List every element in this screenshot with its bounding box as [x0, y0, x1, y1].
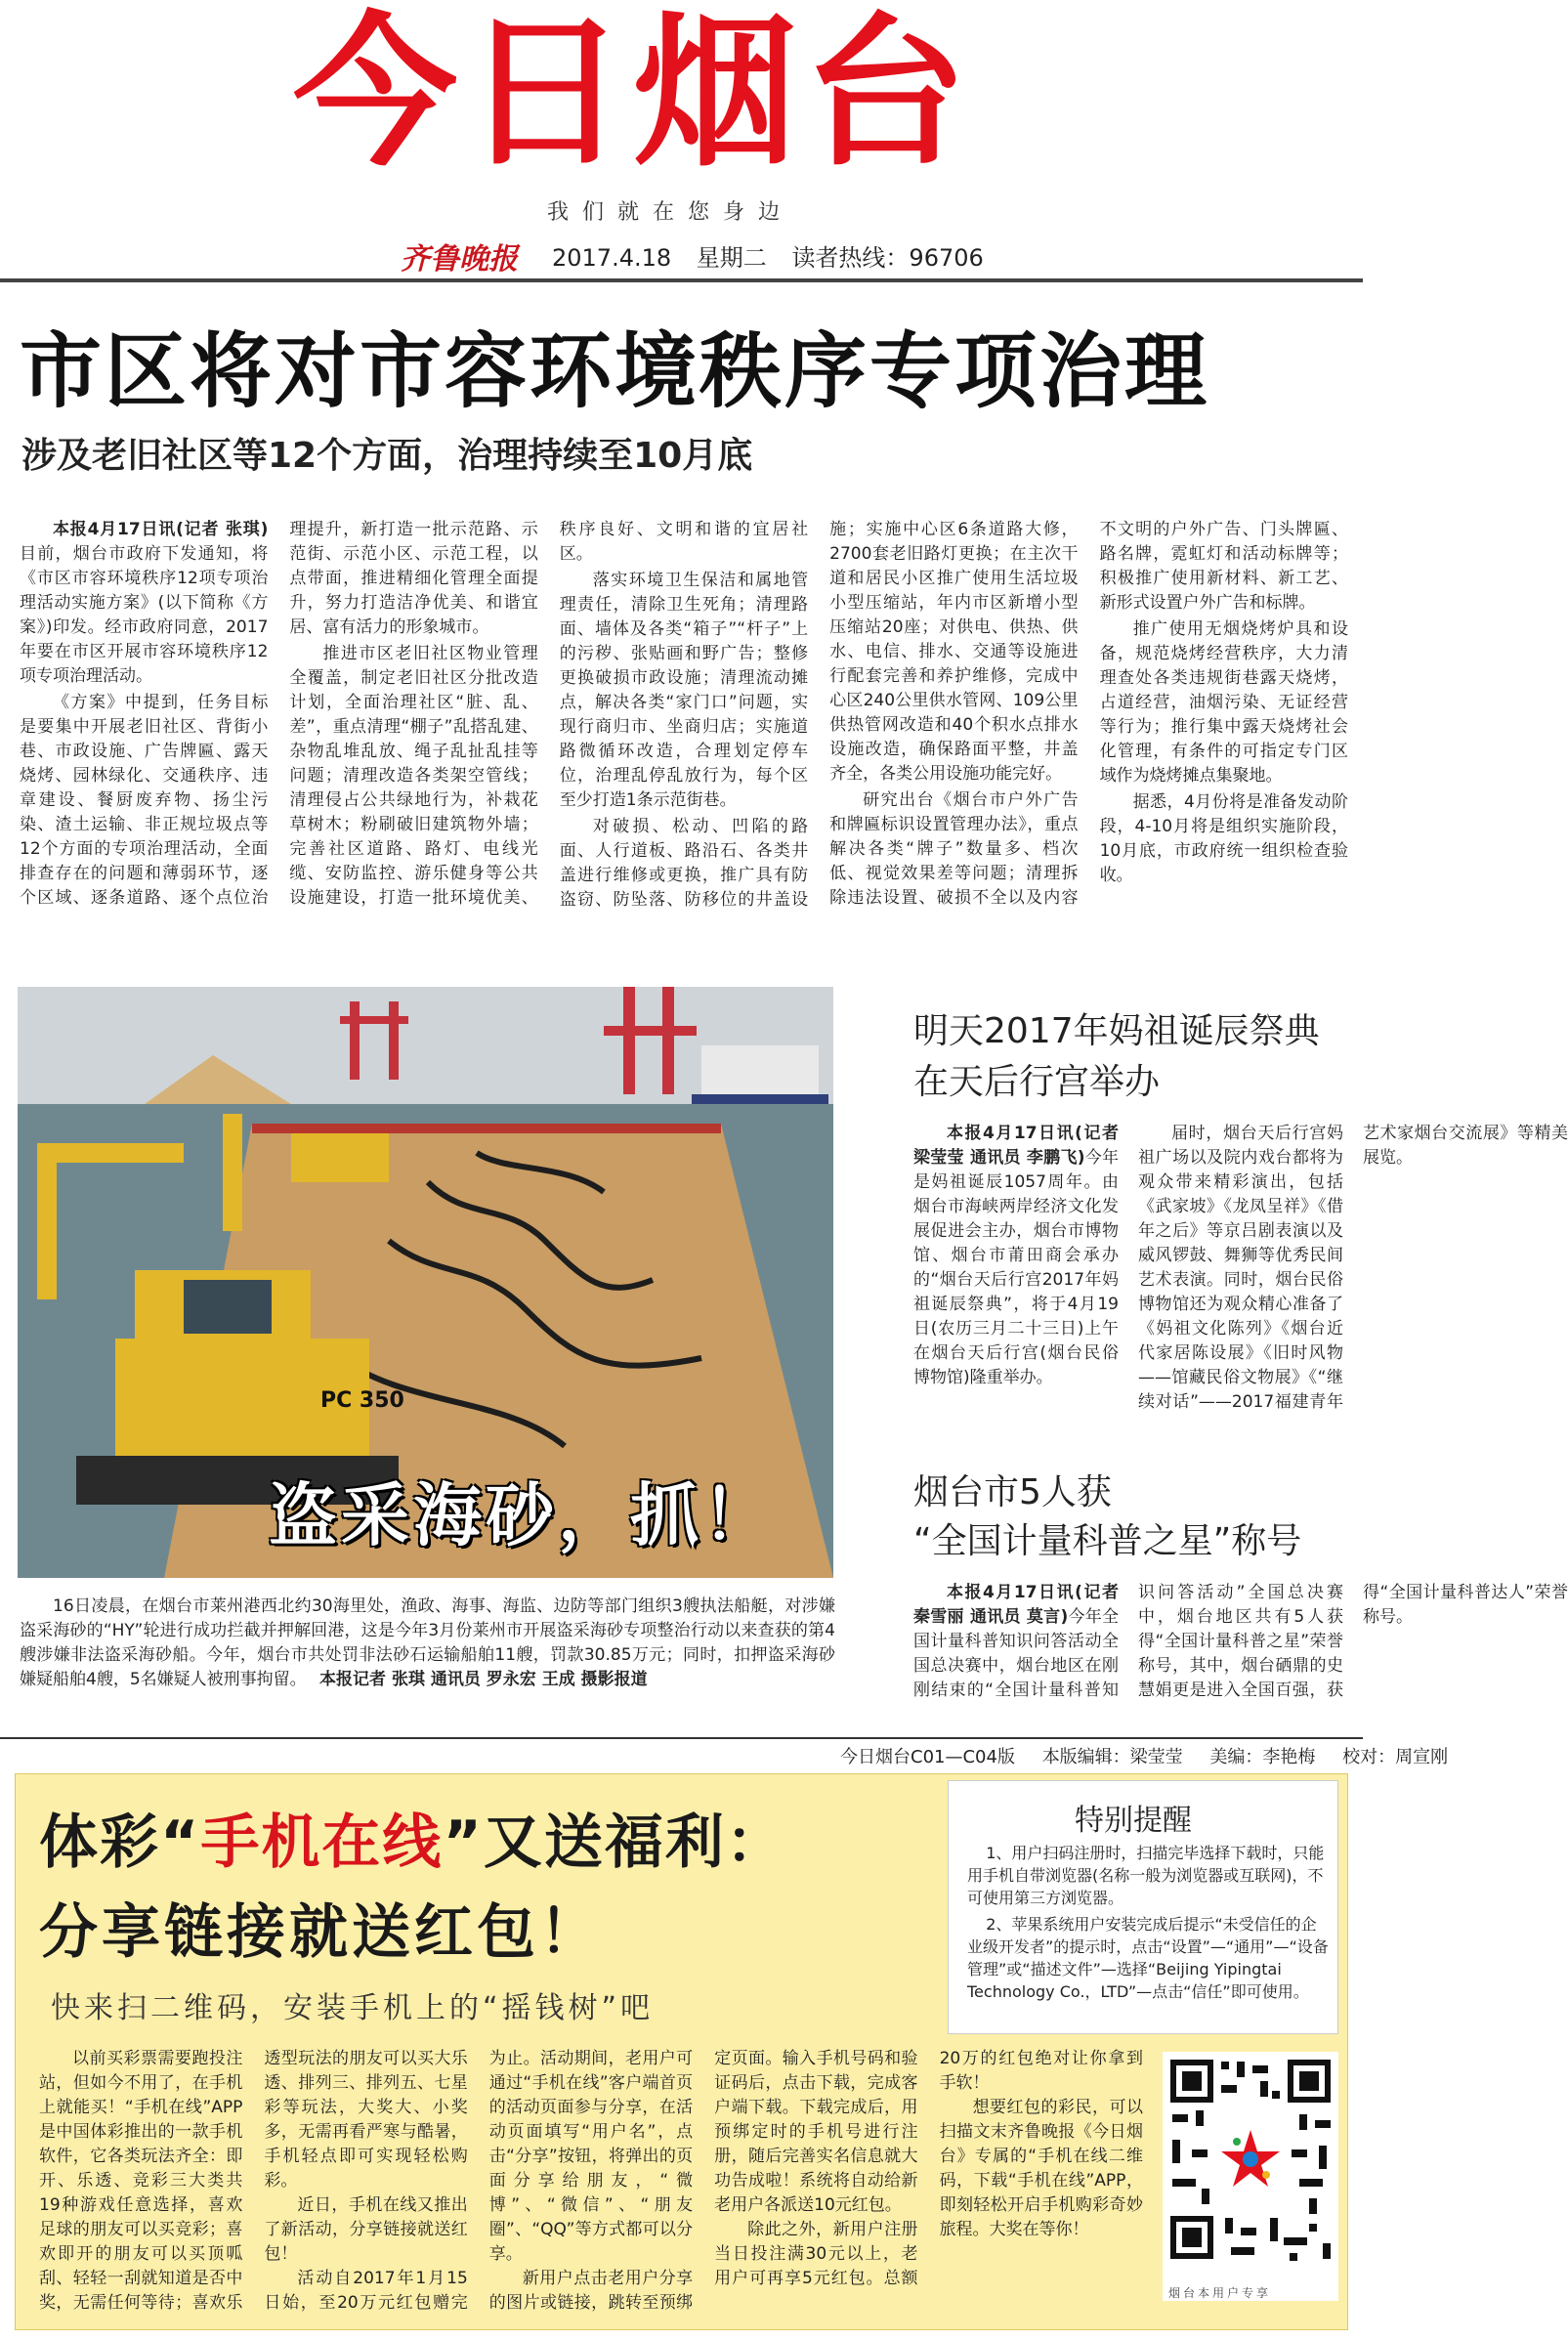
notice-item: 1、用户扫码注册时，扫描完毕选择下载时，只能用手机自带浏览器(名称一般为浏览器或互联网)，不可使用第三方浏览器。 — [967, 1844, 1325, 1907]
ad-paragraph: 想要红包的彩民，可以扫描文末齐鲁晚报《今日烟台》专属的“手机在线二维码，下载“手机在线”APP，即刻轻松开启手机购彩奇妙旅程。大奖在等你！ — [939, 2098, 1143, 2239]
editor-credit: 本版编辑：梁莹莹 — [1041, 1747, 1183, 1767]
ad-paragraph: 近日，手机在线又推出了新活动，分享链接就送红包！ — [264, 2195, 468, 2264]
lead-headline: 市区将对市容环境秩序专项治理 — [20, 323, 1210, 419]
ad-paragraph: 以前买彩票需要跑投注站，但如今不用了，在手机上就能买！“手机在线”APP是中国体彩推出的一款手机软件，它各类玩法齐全：即开、乐透、竞彩三大类共19种游戏任意选择，喜欢足球的朋友可以买竞彩；喜欢即开的朋友可以买顶呱刮、轻轻一刮就知道是否中奖，无需任何等待；喜欢乐透型玩法的朋友可以买大乐透、排列三、排列五、七星彩等玩法，大奖大、小奖多，无需再看严寒与酷暑，手机轻点即可实现轻松购彩。 — [39, 2049, 468, 2313]
photo-byline: 本报记者 张琪 通讯员 罗永宏 王成 摄影报道 — [319, 1670, 648, 1689]
article-paragraph: 推进市区老旧社区物业管理全覆盖，制定老旧社区分批改造计划，全面治理社区“脏、乱、差”，重点清理“棚子”乱搭乱建、杂物乱堆乱放、绳子乱扯乱挂等问题；清理改造各类架空管线；清理侵占公共绿地行为，补栽花草树木；粉刷破旧建筑物外墙；完善社区道路、路灯、电线光缆、安防监控、游乐健身等公共设施建设，打造一批环境优美、秩序良好、文明和谐的宜居社区。 — [289, 520, 809, 908]
ad-headline-highlight: 手机在线 — [200, 1808, 444, 1877]
designer-credit: 美编：李艳梅 — [1209, 1747, 1316, 1767]
masthead — [0, 0, 1363, 293]
issue-weekday: 星期二 — [696, 244, 767, 272]
slogan: 我们就在您身边 — [547, 200, 794, 225]
machine-label: PC 350 — [320, 1388, 404, 1413]
story3-title-line1: 烟台市5人获 — [913, 1472, 1112, 1512]
article-paragraph: 届时，烟台天后行宫妈祖广场以及院内戏台都将为观众带来精彩演出，包括《武家坡》《龙凤呈祥》《借年之后》等京吕剧表演以及威风锣鼓、舞狮等优秀民间艺术表演。同时，烟台民俗博物馆还为观众精心准备了《妈祖文化陈列》《烟台近代家居陈设展》《旧时风物——馆藏民俗文物展》《“继续对话”——2017福建青年艺术家烟台交流展》等精美展览。 — [1138, 1124, 1568, 1412]
paper-logo: 齐鲁晚报 — [401, 242, 518, 277]
ad-headline-line2: 分享链接就送红包！ — [39, 1898, 602, 1967]
story2-body — [913, 1122, 1568, 1415]
notice-item: 2、苹果系统用户安装完成后提示“未受信任的企业级开发者”的提示时，点击“设置”—“通用”—“设备管理”或“描述文件”—选择“Beijing Yipingtai Technology Co.，LTD”—点击“信任”即可使用。 — [967, 1915, 1329, 2001]
dateline: 本报4月17日讯(记者 秦雪丽 通讯员 莫言) — [913, 1583, 1119, 1627]
ad-body — [39, 2047, 1143, 2320]
photo-headline: 盗采海砂，抓！ — [269, 1475, 775, 1555]
article-paragraph: 落实环境卫生保洁和属地管理责任，清除卫生死角；清理路面、墙体及各类“箱子”“杆子”上的污秽、张贴画和野广告；整修更换破损市政设施；清理流动摊点，解决各类“家门口”问题，实现行商归市、坐商归店；实施道路微循环改造，合理划定停车位，治理乱停乱放行为，每个区至少打造1条示范街巷。 — [559, 571, 809, 810]
issue-date: 2017.4.18 — [552, 244, 672, 272]
edition-label: 今日烟台C01—C04版 — [840, 1747, 1015, 1767]
qr-code[interactable] — [1163, 2052, 1338, 2301]
article-paragraph: 据悉，4月份将是准备发动阶段，4-10月将是组织实施阶段，10月底，市政府统一组织检查验收。 — [1099, 792, 1348, 885]
ad-headline-line1: 体彩“手机在线”又送福利： — [39, 1808, 786, 1877]
story3-title-line2: “全国计量科普之星”称号 — [913, 1521, 1302, 1561]
dateline: 本报4月17日讯(记者 张琪) — [53, 520, 269, 539]
article-paragraph: 研究出台《烟台市户外广告和牌匾标识设置管理办法》，重点解决各类“牌子”数量多、档次低、视觉效果差等问题；清理拆除违法设置、破损不全以及内容不文明的户外广告、门头牌匾、路名牌，霓虹灯和活动标牌等；积极推广使用新材料、新工艺、新形式设置户外广告和标牌。 — [829, 520, 1348, 908]
article-paragraph: 对破损、松动、凹陷的路面、人行道板、路沿石、各类井盖进行维修或更换，推广具有防盗窃、防坠落、防移位的井盖设施；实施中心区6条道路大修，2700套老旧路灯更换；在主次干道和居民小区推广使用生活垃圾小型压缩站，年内市区新增小型压缩站20座；对供电、供热、供水、电信、排水、交通等设施进行配套完善和养护维修，完成中心区240公里供水管网、109公里供热管网改造和40个积水点排水设施改造，确保路面平整，井盖齐全，各类公用设施功能完好。 — [559, 520, 1079, 910]
article-paragraph: 本报4月17日讯(记者 秦雪丽 通讯员 莫言)今年全国计量科普知识问答活动全国总决赛中，烟台地区在刚刚结束的“全国计量科普知识问答活动”全国总决赛中，烟台地区共有5人获得“全国计量科普之星”荣誉称号，其中，烟台硒鼎的史慧娟更是进入全国百强，获得“全国计量科普达人”荣誉称号。 — [913, 1583, 1568, 1700]
lead-subheadline: 涉及老旧社区等12个方面，治理持续至10月底 — [21, 436, 753, 476]
story2-title-line2: 在天后行宫举办 — [913, 1062, 1161, 1102]
article-paragraph: 推广使用无烟烧烤炉具和设备，规范烧烤经营秩序，大力清理查处各类违规街巷露天烧烤，占道经营，油烟污染、无证经营等行为；推行集中露天烧烤社会化管理，有条件的可指定专门区域作为烧烤摊点集聚地。 — [1099, 619, 1348, 786]
notice-title: 特别提醒 — [1075, 1804, 1192, 1838]
photo-caption: 16日凌晨，在烟台市莱州港西北约30海里处，渔政、海事、海监、边防等部门组织3艘执法船艇，对涉嫌盗采海砂的“HY”轮进行成功拦截并押解回港，这是今年3月份莱州市开展盗采海砂专项整治行动以来查获的第4艘涉嫌非法盗采海砂船。今年，烟台市共处罚非法砂石运输船舶11艘，罚款30.85万元；同时，扣押盗采海砂嫌疑船舶4艘，5名嫌疑人被刑事拘留。 本报记者 张琪 通讯员 罗永宏 王成 摄影报道 — [20, 1596, 835, 1689]
ad-paragraph: 活动自2017年1月15日始，至20万元红包赠完为止。活动期间，老用户可通过“手机在线”客户端首页的活动页面参与分享，在活动页面填写“用户名”，点击“分享”按钮，将弹出的页面分享给朋友，“微博”、“微信”、“朋友圈”、“QQ”等方式都可以分享。 — [264, 2049, 694, 2313]
reader-hotline: 读者热线：96706 — [791, 244, 984, 272]
qr-label: 烟台本用户专享 — [1168, 2286, 1272, 2300]
edition-credits — [840, 1743, 1469, 1768]
notice-body — [967, 1842, 1329, 2007]
qr-code-icon — [1163, 2052, 1338, 2276]
ad-subtitle: 快来扫二维码，安装手机上的“摇钱树”吧 — [51, 1991, 655, 2025]
newspaper-title: 今日烟台 — [293, 0, 973, 189]
dateline: 本报4月17日讯(记者 梁莹莹 通讯员 李鹏飞) — [913, 1124, 1119, 1168]
lead-article-body — [20, 518, 1348, 938]
footer-divider — [0, 1737, 1363, 1739]
article-paragraph: 本报4月17日讯(记者 梁莹莹 通讯员 李鹏飞)今年是妈祖诞辰1057周年。由烟台市海峡两岸经济文化发展促进会主办，烟台市博物馆、烟台市莆田商会承办的“烟台天后行宫2017年妈祖诞辰祭典”，将于4月19日(农历三月二十三日)上午在烟台天后行宫(烟台民俗博物馆)隆重举办。 — [913, 1124, 1120, 1387]
ad-paragraph: 新用户点击老用户分享的图片或链接，跳转至预绑定页面。输入手机号码和验证码后，点击下载，完成客户端下载。下载完成后，用预绑定时的手机号进行注册，随后完善实名信息就大功告成啦！系统将自动给新老用户各派送10元红包。 — [488, 2049, 918, 2313]
article-paragraph: 《方案》中提到，任务目标是要集中开展老旧社区、背街小巷、市政设施、广告牌匾、露天烧烤、园林绿化、交通秩序、违章建设、餐厨废弃物、扬尘污染、渣土运输、非正规垃圾点等12个方面的专项治理活动，全面排查存在的问题和薄弱环节，逐个区域、逐条道路、逐个点位治理提升，新打造一批示范路、示范街、示范小区、示范工程，以点带面，推进精细化管理全面提升，努力打造洁净优美、和谐宜居、富有活力的形象城市。 — [20, 520, 538, 908]
story2-title-line1: 明天2017年妈祖诞辰祭典 — [913, 1011, 1320, 1051]
issue-info — [552, 238, 1001, 273]
article-paragraph: 本报4月17日讯(记者 张琪)目前，烟台市政府下发通知，将《市区市容环境秩序12项专项治理活动实施方案》(以下简称《方案》)印发。经市政府同意，2017年要在市区开展市容环境秩序12项专项治理活动。 — [20, 520, 269, 686]
proofreader-credit: 校对：周宣刚 — [1342, 1747, 1449, 1767]
masthead-divider — [0, 278, 1363, 282]
ad-paragraph: 除此之外，新用户注册当日投注满30元以上，老用户可再享5元红包。总额20万的红包绝对让你拿到手软！ — [714, 2049, 1143, 2288]
story3-body — [913, 1581, 1568, 1718]
